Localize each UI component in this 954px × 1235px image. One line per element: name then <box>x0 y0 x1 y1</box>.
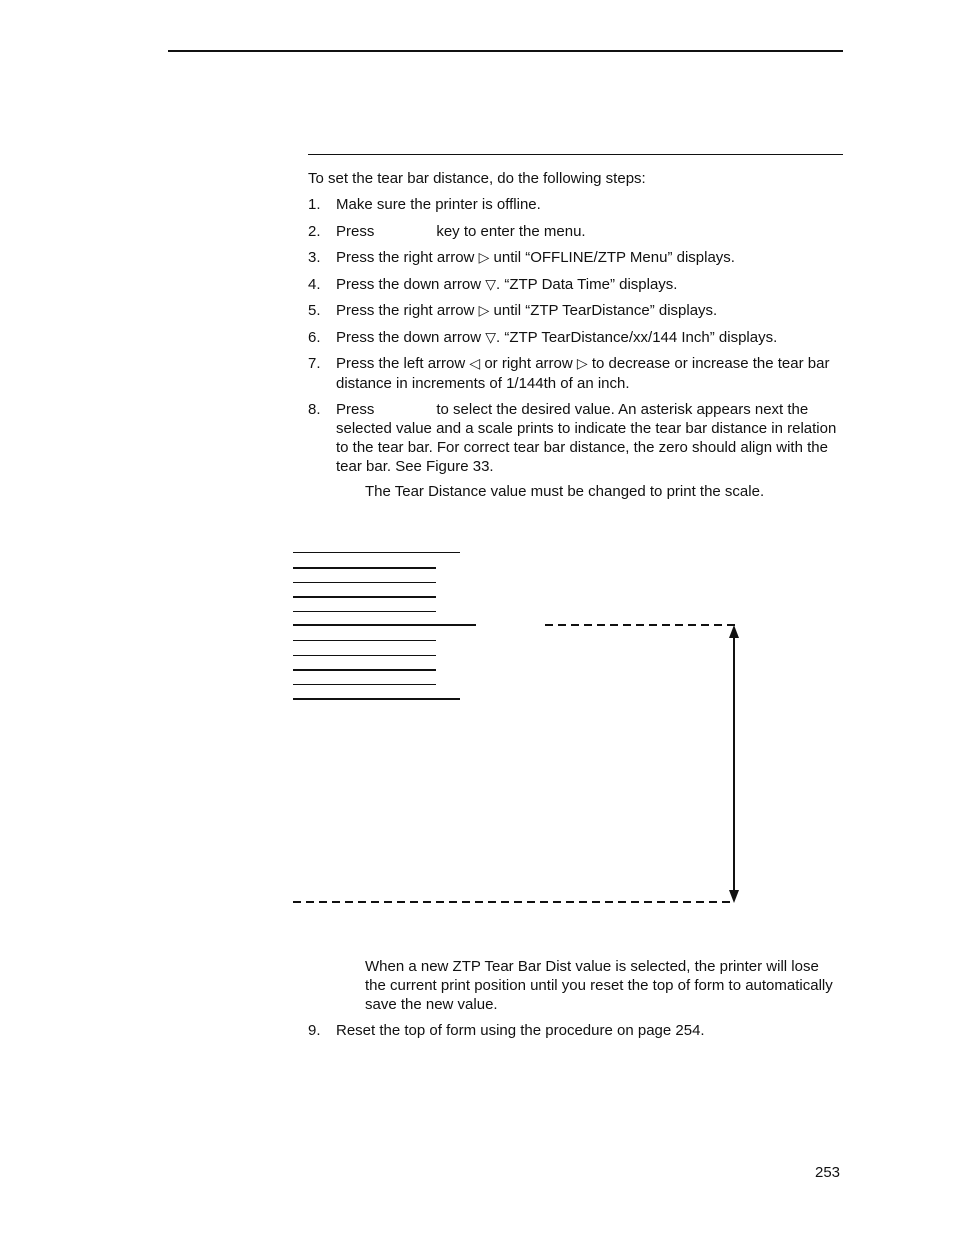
step-text: Press the down arrow <box>336 276 482 293</box>
step-number: 9. <box>308 1022 321 1039</box>
step-text: Reset the top of form using the procedure on page 254. <box>336 1022 705 1039</box>
note-scale: The Tear Distance value must be changed to print the scale. <box>365 483 765 500</box>
step-text: to select the desired value. An asterisk appears next the selected value and a scale prints to indicate the tear bar distance in relation to the tear bar. For correct tear bar distance, the zero should align with the tear bar. See Figure 33. <box>336 401 837 475</box>
down-arrow-icon: ▽ <box>485 330 497 346</box>
step-number: 3. <box>308 249 321 266</box>
step-text: or right arrow <box>484 355 573 372</box>
step-number: 8. <box>308 401 321 418</box>
step-text: . “ZTP Data Time” displays. <box>496 276 678 293</box>
note-tear-bar-dist: When a new ZTP Tear Bar Dist value is selected, the printer will lose the current print position until you reset the top of form to automatically save the new value. <box>365 958 833 1013</box>
step-text: to decrease or increase the tear bar distance in increments of 1/144th of an inch. <box>336 355 830 392</box>
right-arrow-icon: ▷ <box>478 250 490 266</box>
step-text: Press <box>336 223 375 240</box>
step-text: key to enter the menu. <box>436 223 586 240</box>
step-number: 4. <box>308 276 321 293</box>
intro-text: To set the tear bar distance, do the following steps: <box>308 170 646 187</box>
step-text: Make sure the printer is offline. <box>336 196 541 213</box>
step-number: 1. <box>308 196 321 213</box>
step-text: Press the left arrow <box>336 355 466 372</box>
step-text: Press the down arrow <box>336 329 482 346</box>
step-number: 5. <box>308 302 321 319</box>
right-arrow-icon: ▷ <box>576 356 588 372</box>
step-number: 2. <box>308 223 321 240</box>
step-text: Press the right arrow <box>336 249 475 266</box>
double-headed-arrow-icon <box>729 625 739 903</box>
step-number: 6. <box>308 329 321 346</box>
down-arrow-icon: ▽ <box>485 277 497 293</box>
left-arrow-icon: ◁ <box>469 356 481 372</box>
page-number: 253 <box>815 1164 841 1181</box>
step-text: Press the right arrow <box>336 302 475 319</box>
step-text: until “OFFLINE/ZTP Menu” displays. <box>493 249 735 266</box>
step-number: 7. <box>308 355 321 372</box>
step-text: . “ZTP TearDistance/xx/144 Inch” displays. <box>496 329 778 346</box>
step-text: until “ZTP TearDistance” displays. <box>493 302 718 319</box>
right-arrow-icon: ▷ <box>478 303 490 319</box>
step-text: Press <box>336 401 375 418</box>
